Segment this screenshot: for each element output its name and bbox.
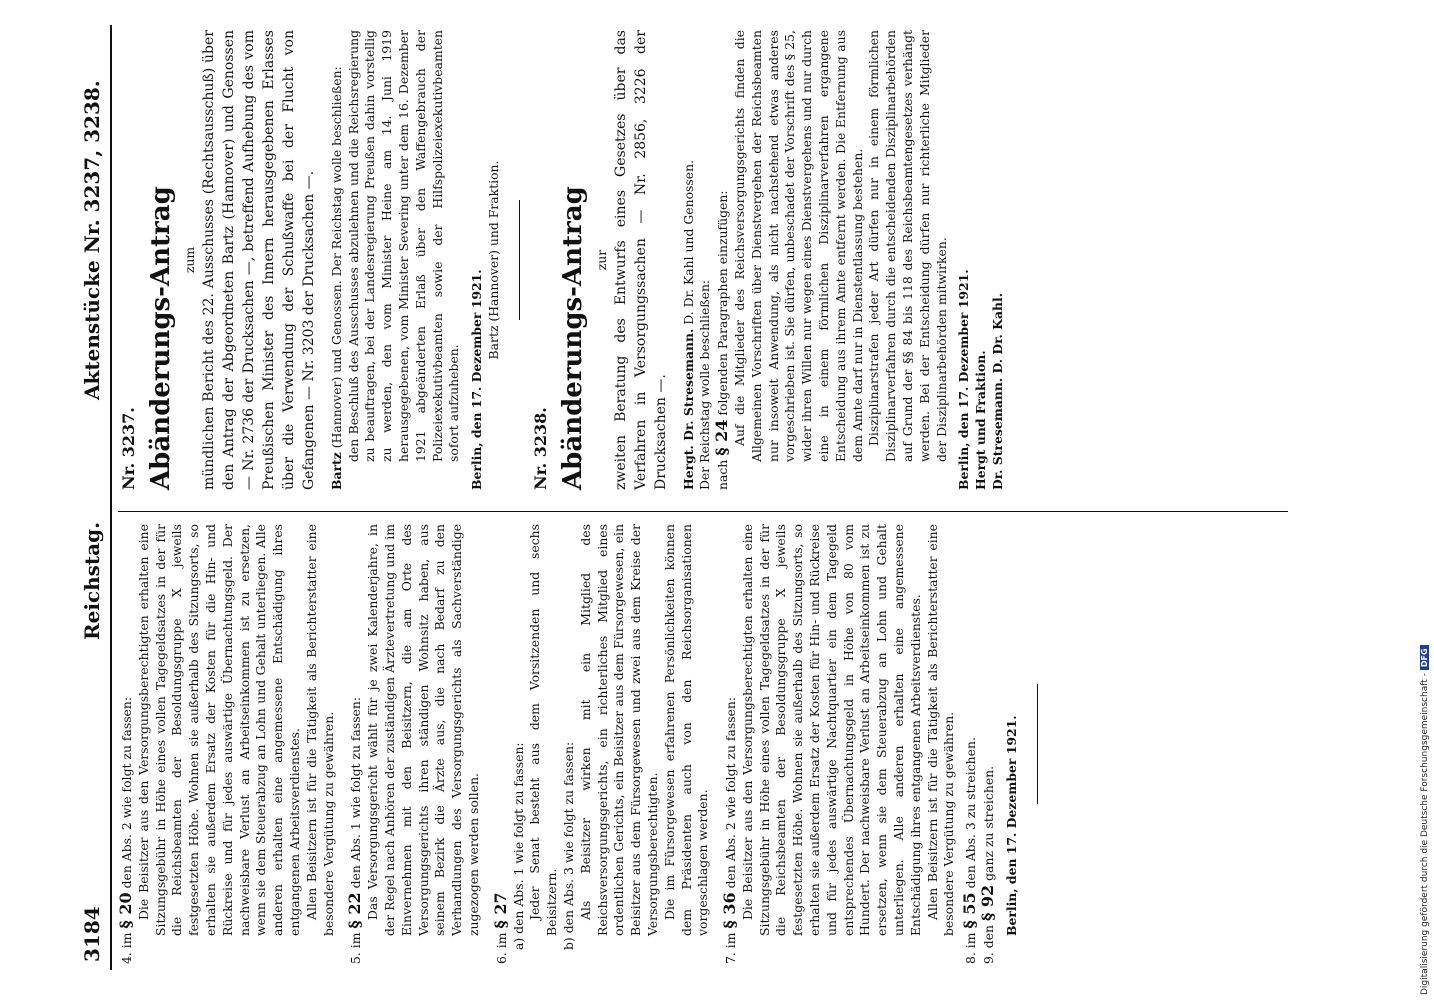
dfg-logo: DFG — [1420, 645, 1429, 670]
right-separator — [519, 200, 520, 320]
item-4-text: Die Beisitzer aus den Versorgungsberechtigten erhalten eine Sitzungsgebühr in Höhe eines vollen Tagegeldsatzes in der für die Reichsbeamten der Besoldungsgruppe X jeweils festgesetzten Höhe. Wohnen sie außerhalb des Sitzungsorts, so erhalten sie außerdem Ersatz der Kosten für die Hin- und Rückreise und für jedes auswärtige Übernachtungsgeld. Der nachweisbare Verlust an Arbeitseinkommen ist zu ersetzen, wenn sie dem Steuerabzug an Lohn und Gehalt unterliegen. Alle anderen erhalten eine angemessene Entschädigung ihres entgangenen Arbeitsverdienstes. — [135, 524, 302, 936]
intro-3238: zweiten Beratung des Entwurfs eines Gesetzes über das Verfahren in Versorgungssachen — Nr. 2856, 3226 der Drucksachen —. — [612, 30, 669, 490]
doc-number-3237: Nr. 3237. — [119, 407, 138, 490]
signature-3238-a: Hergt und Fraktion. — [973, 350, 989, 490]
date-3237: Berlin, den 17. Dezember 1921. — [469, 269, 485, 490]
title-3238: Abänderungs-Antrag — [557, 186, 588, 490]
motion-3237-lead: Bartz (Hannover) und Genossen. Der Reichstag wolle beschließen: — [328, 66, 344, 490]
signature-3237: Bartz (Hannover) und Fraktion. — [485, 160, 501, 360]
item-8: 8. im § 55 den Abs. 3 zu streichen. — [960, 737, 980, 964]
item-6b-text: Als Beisitzer wirken mit ein Mitglied des Reichsversorgungsgerichts, ein richterliches Mitglied eines ordentlichen Gerichts, ein Beisitzer aus dem Fürsorgewesen, ein Beisitzer aus dem Fürsorgewesen und zwei aus dem Kreise der Versorgungsberechtigten. — [577, 524, 660, 936]
motion-3238-body: Auf die Mitglieder des Reichsversorgungsgerichts finden die Allgemeinen Vorschriften über Dienstvergehen der Reichsbeamten nur insoweit Anwendung, als nicht nachstehend etwas anderes vorgeschrieben ist. Sie dürfen, unbeschadet der Vorschrift des § 25, wider ihren Willen nur wegen eines Dienstvergehens und nur durch eine in einem förmlichen Disziplinarverfahren ergangene Entscheidung aus ihrem Amte entfernt werden. Die Entfernung aus dem Amte darf nur in Dienstentlassung bestehen. — [731, 30, 865, 462]
running-title: Reichstag. — [80, 521, 104, 640]
motion-3237-body: den Beschluß des Ausschusses abzulehnen und die Reichsregierung zu beauftragen, bei der Landesregierung Preußen dahin vorstellig zu werden, den vom Minister Heine am 14. Juni 1919 herausgegebenen, vom Minister Severing unter dem 16. Dezember 1921 abgeänderten Erlaß über den Waffengebrauch der Polizeiexekutivbeamten sowie der Hilfspolizeiexekutivbeamten sofort aufzuheben. — [345, 30, 462, 462]
left-column — [118, 524, 1048, 964]
column-divider — [118, 511, 1288, 512]
zum-label: zum — [182, 246, 197, 274]
motion-3238-intro: Der Reichstag wolle beschließen: — [697, 279, 713, 490]
item-4-heading: 4. im § 20 den Abs. 2 wie folgt zu fassen: — [116, 696, 135, 964]
item-6-heading: 6. im § 27 — [490, 892, 510, 964]
item-6a-text: Jeder Senat besteht aus dem Vorsitzenden und sechs Beisitzern. — [527, 524, 560, 936]
digitization-credit: Digitalisierung gefördert durch die Deutsche Forschungsgemeinschaft -DFG — [1420, 645, 1430, 995]
item-7-heading: 7. im § 36 den Abs. 2 wie folgt zu fassen: — [720, 696, 740, 964]
item-7-text-2: Allen Beisitzern ist für die Tätigkeit als Berichterstatter eine besondere Vergütung zu gewähren. — [924, 524, 957, 936]
page-header — [80, 30, 110, 970]
motion-3238-lead: Hergt. Dr. Stresemann. D. Dr. Kahl und Genossen. — [680, 159, 696, 490]
item-4-text-2: Allen Beisitzern ist für die Tätigkeit als Berichterstatter eine besondere Vergütung zu gewähren. — [303, 524, 336, 936]
item-5-heading: 5. im § 22 den Abs. 1 wie folgt zu fassen: — [345, 696, 365, 964]
motion-3238-body-2: Disziplinarstrafen jeder Art dürfen nur in einem förmlichen Disziplinarverfahren durch die entscheidenden Disziplinarbehörden auf Grund der §§ 84 bis 118 des Reichsbeamtengesetzes verhängt werden. Bei der Entscheidung dürfen nur richterliche Mitglieder der Disziplinarbehörden mitwirken. — [866, 30, 949, 462]
item-5-text: Das Versorgungsgericht wählt für je zwei Kalenderjahre, in der Regel nach Anhören der zuständigen Ärztevertretung und im Einvernehmen mit den Beisitzern, die am Orte des Versorgungsgerichts ihren ständigen Wohnsitz haben, aus seinem Bezirk die Ärzte aus, die nach Bedarf zu den Verhandlungen des Versorgungsgerichts als Sachverständige zugezogen werden sollen. — [365, 524, 481, 936]
page-number: 3184 — [80, 906, 104, 962]
item-6a-heading: a) den Abs. 1 wie folgt zu fassen: — [510, 742, 526, 950]
left-separator — [1037, 684, 1038, 804]
right-column — [118, 30, 1007, 490]
aktenstuecke-heading: Aktenstücke Nr. 3237, 3238. — [80, 80, 104, 400]
zur-label: zur — [593, 249, 609, 271]
header-rule — [110, 25, 112, 970]
date-3238: Berlin, den 17. Dezember 1921. — [956, 269, 972, 490]
item-6b-heading: b) den Abs. 3 wie folgt zu fassen: — [560, 741, 576, 950]
motion-3238-paragraph: nach § 24 folgenden Paragraphen einzufügen: — [712, 190, 732, 490]
title-3237: Abänderungs-Antrag — [146, 186, 176, 490]
item-9: 9. den § 92 ganz zu streichen. — [978, 765, 998, 964]
intro-3237: mündlichen Bericht des 22. Ausschusses (Rechtsausschuß) über den Antrag der Abgeordneten Bartz (Hannover) und Genossen — Nr. 2736 der Drucksachen —, betreffend Aufhebung des vom Preußischen Minister des Innern herausgegebenen Erlasses über die Verwendung der Schußwaffe bei der Flucht von Gefangenen — Nr. 3203 der Drucksachen —. — [200, 30, 317, 490]
doc-number-3238: Nr. 3238. — [530, 407, 550, 490]
left-date: Berlin, den 17. Dezember 1921. — [1003, 715, 1019, 936]
signature-3238-b: Dr. Stresemann. D. Dr. Kahl. — [989, 292, 1005, 490]
item-7-text: Die Beisitzer aus den Versorgungsberechtigten erhalten eine Sitzungsgebühr in Höhe eines vollen Tagegeldsatzes in der für die Reichsbeamten der Besoldungsgruppe X jeweils festgesetzten Höhe. Wohnen sie außerhalb des Sitzungsorts, so erhalten sie außerdem Ersatz der Kosten für Hin- und Rückreise und für jedes auswärtige Nachtquartier ein dem Tagegeld entsprechendes Übernachtungsgeld in Höhe von 80 vom Hundert. Der nachweisbare Verlust an Arbeitseinkommen ist zu ersetzen, wenn sie dem Steuerabzug an Lohn und Gehalt unterliegen. Alle anderen erhalten eine angemessene Entschädigung ihres entgangenen Arbeitsverdienstes. — [739, 524, 923, 936]
item-6b-text-2: Die im Fürsorgewesen erfahrenen Persönlichkeiten können dem Präsidenten auch von den Reichsorganisationen vorgeschlagen werden. — [661, 524, 711, 936]
